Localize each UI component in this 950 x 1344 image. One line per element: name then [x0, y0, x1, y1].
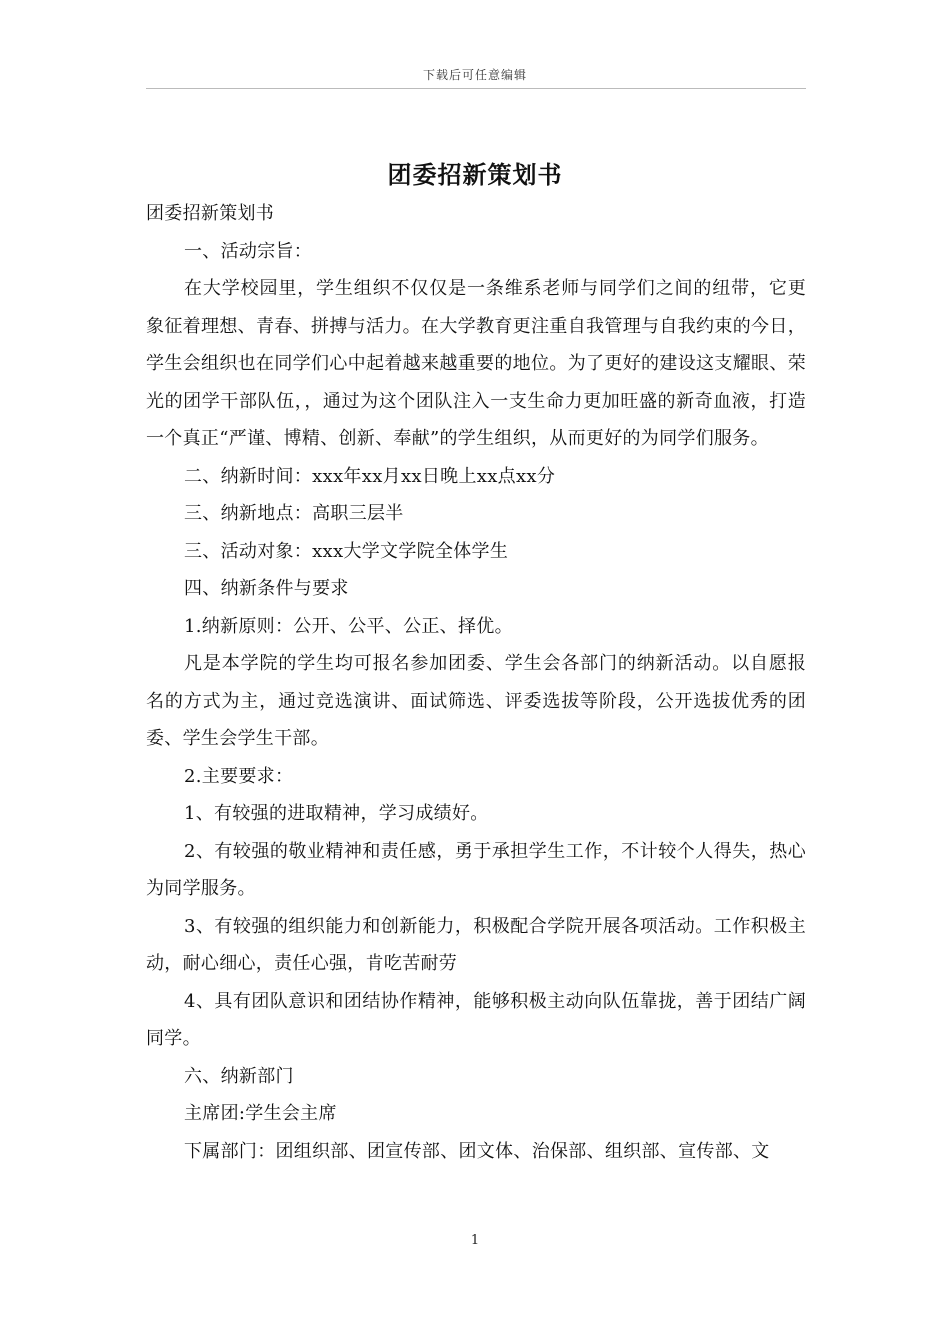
header-divider: [146, 88, 806, 89]
page-number: 1: [470, 1233, 480, 1248]
paragraph-location: 三、纳新地点：高职三层半: [184, 503, 404, 524]
paragraph-sub-departments: 下属部门：团组织部、团宣传部、团文体、治保部、组织部、宣传部、文: [184, 1140, 770, 1162]
paragraph-section-departments: 六、纳新部门: [184, 1065, 294, 1087]
list-item-requirement-4: 4、具有团队意识和团结协作精神，能够积极主动向队伍靠拢，善于团结广阔同学。: [146, 990, 806, 1049]
paragraph-subtitle: 团委招新策划书: [146, 203, 275, 224]
paragraph-section-purpose: 一、活动宗旨：: [184, 240, 313, 262]
paragraph-purpose-text: 在大学校园里，学生组织不仅仅是一条维系老师与同学们之间的纽带，它更象征着理想、青春、拼搏与活力。在大学教育更注重自我管理与自我约束的今日，学生会组织也在同学们心中起着越来越重要的地位。为了更好的建设这支耀眼、荣光的团学干部队伍，，通过为这个团队注入一支生命力更加旺盛的新奇血液，打造一个真正“严谨、博精、创新、奉献”的学生组织，从而更好的为同学们服务。: [146, 278, 806, 449]
paragraph-main-requirements: 2.主要要求：: [184, 765, 294, 787]
list-item-requirement-3: 3、有较强的组织能力和创新能力，积极配合学院开展各项活动。工作积极主动，耐心细心，责任心强，肯吃苦耐劳: [146, 915, 806, 974]
paragraph-audience: 三、活动对象：xxx大学文学院全体学生: [184, 540, 509, 562]
paragraph-section-requirements: 四、纳新条件与要求: [184, 578, 349, 599]
paragraph-eligibility: 凡是本学院的学生均可报名参加团委、学生会各部门的纳新活动。以自愿报名的方式为主，通过竞选演讲、面试筛选、评委选拔等阶段，公开选拔优秀的团委、学生会学生干部。: [146, 653, 806, 749]
header-note: 下载后可任意编辑: [422, 68, 527, 82]
list-item-requirement-1: 1、有较强的进取精神，学习成绩好。: [184, 803, 489, 824]
paragraph-time: 二、纳新时间：xxx年xx月xx日晚上xx点xx分: [184, 465, 556, 487]
paragraph-principle: 1.纳新原则：公开、公平、公正、择优。: [184, 615, 513, 637]
list-item-requirement-2: 2、有较强的敬业精神和责任感，勇于承担学生工作，不计较个人得失，热心为同学服务。: [146, 840, 806, 899]
paragraph-presidium: 主席团:学生会主席: [184, 1103, 337, 1124]
document-title: 团委招新策划书: [387, 160, 563, 189]
document-body: [146, 195, 806, 1170]
